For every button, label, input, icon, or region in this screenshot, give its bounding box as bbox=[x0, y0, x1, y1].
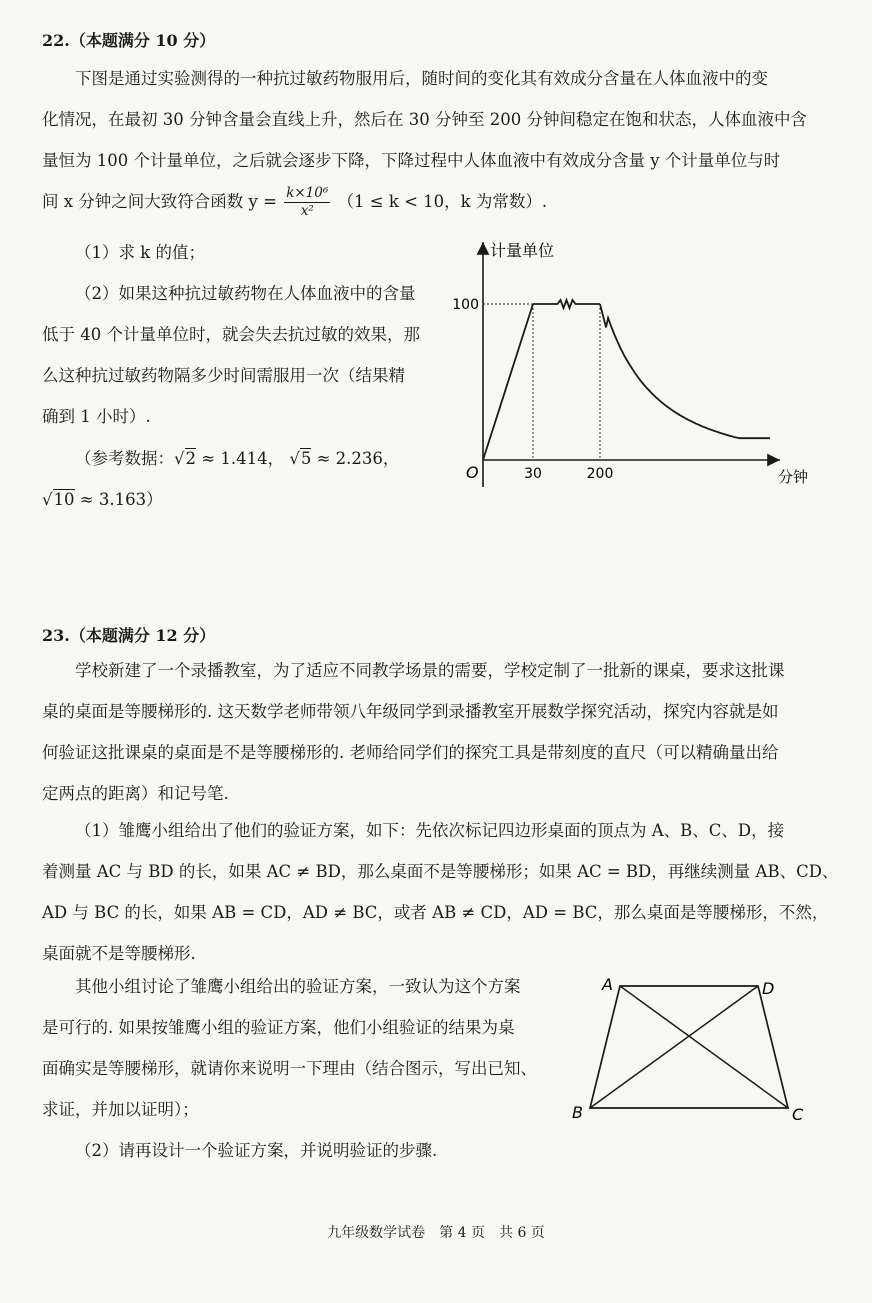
q22-part2-line-2: 低于 40 个计量单位时，就会失去抗过敏的效果，那 bbox=[42, 325, 420, 344]
x-axis-label: 分钟 bbox=[778, 468, 809, 486]
y-tick-100: 100 bbox=[452, 297, 479, 313]
q23-intro bbox=[42, 650, 785, 814]
q22-part2-line-3: 么这种抗过敏药物隔多少时间需服用一次（结果精 bbox=[42, 366, 405, 385]
q23-intro-line-4: 定两点的距离）和记号笔. bbox=[42, 784, 229, 803]
q22-reference-line-2: √10 ≈ 3.163） bbox=[42, 490, 163, 509]
q22-reference bbox=[42, 438, 399, 520]
q23-part2: （2）请再设计一个验证方案，并说明验证的步骤. bbox=[75, 1141, 438, 1160]
q22-part2-line-1: （2）如果这种抗过敏药物在人体血液中的含量 bbox=[75, 284, 416, 303]
x-tick-30: 30 bbox=[524, 466, 542, 482]
q22-intro bbox=[42, 58, 807, 222]
origin-label: O bbox=[466, 463, 479, 482]
q22-intro-line-1: 下图是通过实验测得的一种抗过敏药物服用后，随时间的变化其有效成分含量在人体血液中的变 bbox=[75, 69, 768, 88]
q23-intro-line-3: 何验证这批课桌的桌面是不是等腰梯形的. 老师给同学们的探究工具是带刻度的直尺（可以精确量出给 bbox=[42, 743, 779, 762]
q22-intro-line-3: 量恒为 100 个计量单位，之后就会逐步下降，下降过程中人体血液中有效成分含量 y 个计量单位与时 bbox=[42, 151, 781, 170]
q22-parts bbox=[42, 232, 420, 437]
q23-intro-line-2: 桌的桌面是等腰梯形的. 这天数学老师带领八年级同学到录播教室开展数学探究活动，探究内容就是如 bbox=[42, 702, 779, 721]
x-tick-200: 200 bbox=[586, 466, 614, 482]
q22-formula-prefix: 间 x 分钟之间大致符合函数 y = bbox=[42, 192, 277, 211]
ref-val5: ≈ 2.236， bbox=[311, 449, 400, 468]
q22-formula-denominator: x² bbox=[300, 203, 314, 219]
vertex-a-label: A bbox=[602, 975, 613, 994]
q23-discussion-line-4: 求证，并加以证明）； bbox=[42, 1100, 199, 1119]
q22-formula-line bbox=[42, 181, 807, 222]
ref-sqrt5: 5 bbox=[300, 449, 312, 468]
decay-curve bbox=[600, 304, 770, 438]
q22-formula-numerator: k×10⁶ bbox=[286, 185, 329, 201]
q22-part2-line-4: 确到 1 小时）. bbox=[42, 407, 151, 426]
vertex-b-label: B bbox=[572, 1103, 583, 1122]
trapezoid-outline bbox=[590, 986, 788, 1108]
ref-sqrt10: 10 bbox=[53, 490, 75, 509]
q23-part1-line-2: 着测量 AC 与 BD 的长，如果 AC ≠ BD，那么桌面不是等腰梯形；如果 AC = BD，再继续测量 AB、CD、 bbox=[42, 862, 839, 881]
ref-prefix: （参考数据： bbox=[75, 449, 174, 468]
q23-part1-line-3: AD 与 BC 的长，如果 AB = CD，AD ≠ BC，或者 AB ≠ CD，AD = BC，那么桌面是等腰梯形，不然， bbox=[42, 903, 829, 922]
plateau-segment bbox=[533, 300, 600, 308]
rise-segment bbox=[483, 304, 533, 460]
q22-heading: 22.（本题满分 10 分） bbox=[42, 31, 216, 50]
q22-formula-suffix: （1 ≤ k < 10，k 为常数）. bbox=[337, 192, 548, 211]
q22-chart bbox=[440, 232, 820, 497]
q22-part1: （1）求 k 的值； bbox=[75, 243, 205, 262]
q23-discussion-line-3: 面确实是等腰梯形，就请你来说明一下理由（结合图示，写出已知、 bbox=[42, 1059, 537, 1078]
q22-formula-fraction bbox=[284, 185, 330, 220]
q23-intro-line-1: 学校新建了一个录播教室，为了适应不同教学场景的需要，学校定制了一批新的课桌，要求这批课 bbox=[75, 661, 785, 680]
ref-val2: ≈ 1.414， bbox=[196, 449, 285, 468]
q23-part1 bbox=[42, 810, 838, 974]
ref-val10: ≈ 3.163） bbox=[74, 490, 163, 509]
q23-discussion bbox=[42, 966, 537, 1171]
q22-reference-line-1: （参考数据：√2 ≈ 1.414， √5 ≈ 2.236， bbox=[75, 449, 400, 468]
ref-sqrt2: 2 bbox=[185, 449, 197, 468]
y-axis-label: 计量单位 bbox=[490, 241, 555, 260]
q23-part1-line-1: （1）雏鹰小组给出了他们的验证方案，如下：先依次标记四边形桌面的顶点为 A、B、C、D，接 bbox=[75, 821, 785, 840]
vertex-d-label: D bbox=[762, 979, 775, 998]
q23-discussion-line-2: 是可行的. 如果按雏鹰小组的验证方案，他们小组验证的结果为桌 bbox=[42, 1018, 515, 1037]
trapezoid-figure bbox=[560, 968, 820, 1128]
q22-intro-line-2: 化情况，在最初 30 分钟含量会直线上升，然后在 30 分钟至 200 分钟间稳定在饱和状态，人体血液中含 bbox=[42, 110, 807, 129]
page-footer: 九年级数学试卷 第 4 页 共 6 页 bbox=[327, 1225, 545, 1241]
q23-heading: 23.（本题满分 12 分） bbox=[42, 626, 216, 645]
q23-part1-line-4: 桌面就不是等腰梯形. bbox=[42, 944, 196, 963]
vertex-c-label: C bbox=[792, 1105, 804, 1124]
q23-discussion-line-1: 其他小组讨论了雏鹰小组给出的验证方案，一致认为这个方案 bbox=[75, 977, 521, 996]
